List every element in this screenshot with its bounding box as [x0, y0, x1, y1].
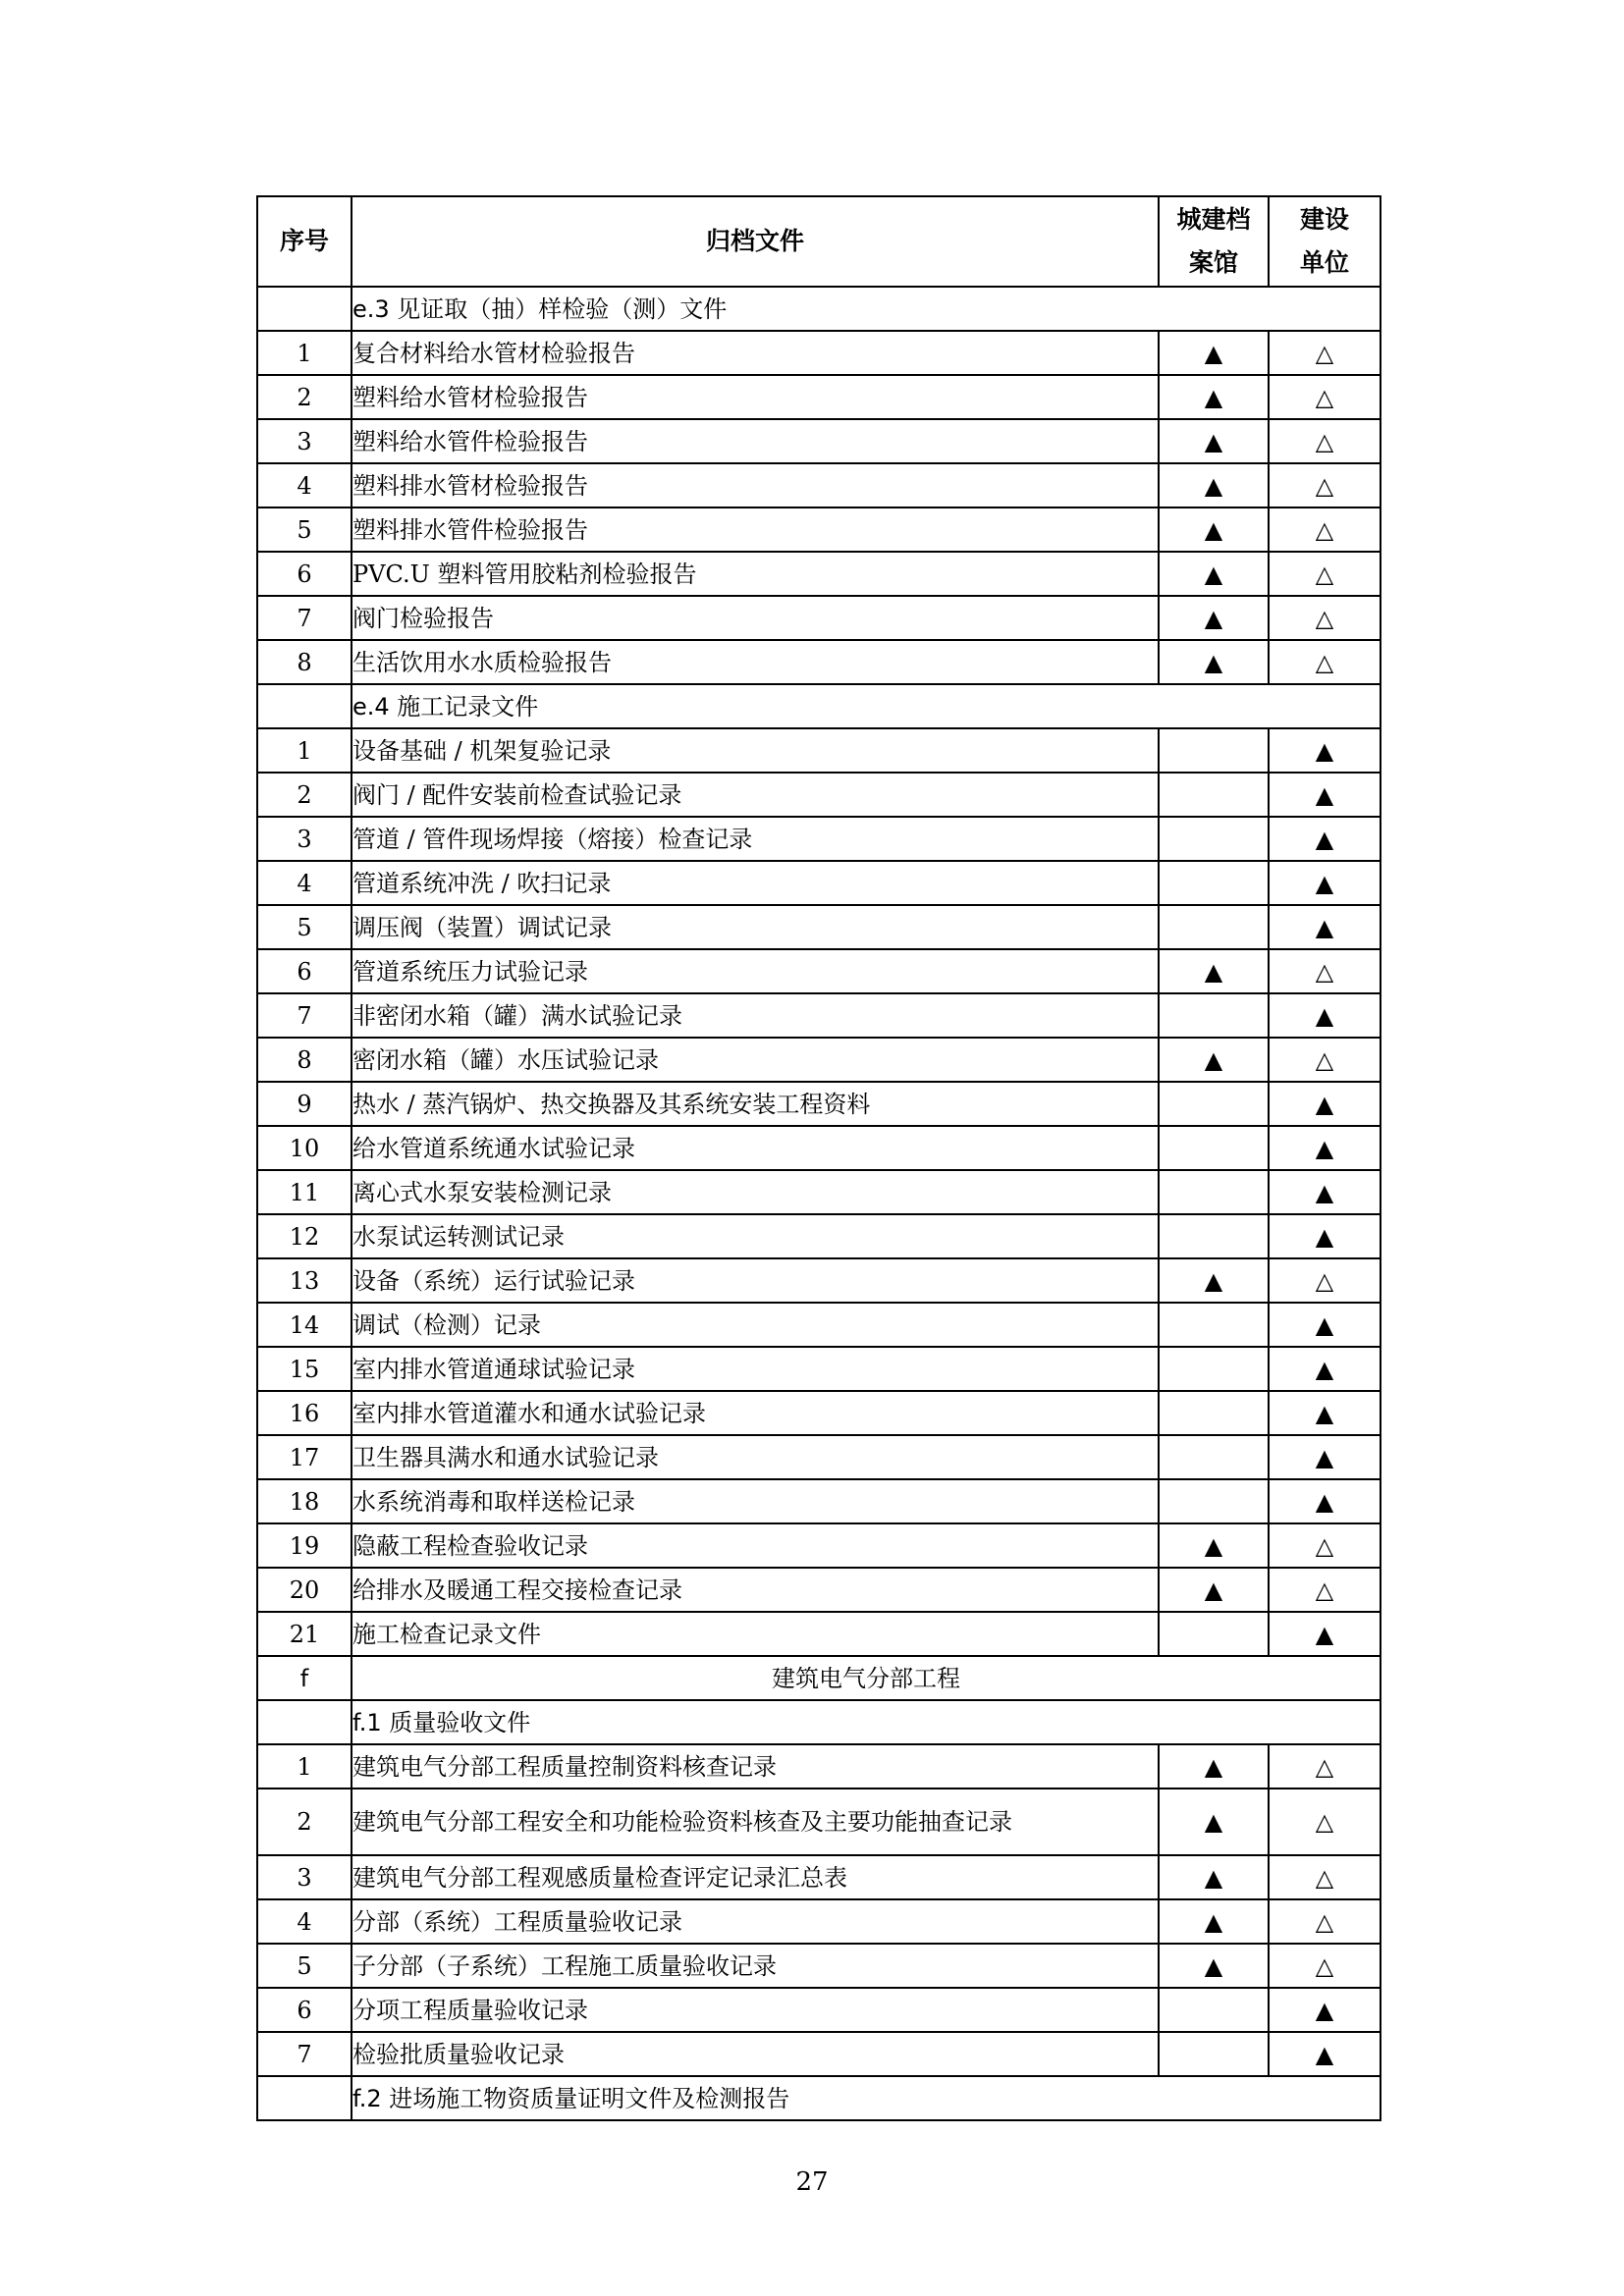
row-seq: 3 — [257, 1855, 352, 1899]
row-city-archive-mark: ▲ — [1159, 1568, 1269, 1612]
row-document-title: 给排水及暖通工程交接检查记录 — [352, 1568, 1159, 1612]
row-builder-mark: ▲ — [1269, 773, 1380, 817]
header-city-archive-line2: 案馆 — [1188, 248, 1238, 277]
row-builder-mark: ▲ — [1269, 993, 1380, 1038]
row-seq: 4 — [257, 463, 352, 507]
row-city-archive-mark — [1159, 1126, 1269, 1170]
table-row — [257, 1170, 1380, 1214]
row-builder-mark: ▲ — [1269, 1214, 1380, 1258]
row-document-title: 施工检查记录文件 — [352, 1612, 1159, 1656]
row-seq: 4 — [257, 861, 352, 905]
section-seq-cell — [257, 1700, 352, 1744]
row-seq: 2 — [257, 1789, 352, 1855]
header-builder — [1269, 196, 1380, 287]
row-builder-mark: ▲ — [1269, 1435, 1380, 1479]
table-row — [257, 1479, 1380, 1523]
table-row — [257, 1258, 1380, 1303]
row-document-title: 调压阀（装置）调试记录 — [352, 905, 1159, 949]
row-seq: 17 — [257, 1435, 352, 1479]
row-builder-mark: ▲ — [1269, 817, 1380, 861]
row-document-title: 塑料排水管材检验报告 — [352, 463, 1159, 507]
table-row — [257, 1988, 1380, 2032]
row-seq: 2 — [257, 773, 352, 817]
row-document-title: 离心式水泵安装检测记录 — [352, 1170, 1159, 1214]
table-row — [257, 375, 1380, 419]
row-seq: 4 — [257, 1899, 352, 1944]
section-seq-cell — [257, 2076, 352, 2120]
row-builder-mark: △ — [1269, 949, 1380, 993]
row-builder-mark: △ — [1269, 375, 1380, 419]
row-seq: 6 — [257, 552, 352, 596]
row-builder-mark: ▲ — [1269, 1612, 1380, 1656]
row-builder-mark: △ — [1269, 1899, 1380, 1944]
row-city-archive-mark: ▲ — [1159, 552, 1269, 596]
row-city-archive-mark: ▲ — [1159, 1038, 1269, 1082]
row-document-title: 建筑电气分部工程观感质量检查评定记录汇总表 — [352, 1855, 1159, 1899]
table-row — [257, 463, 1380, 507]
row-seq: 5 — [257, 1944, 352, 1988]
row-builder-mark: ▲ — [1269, 1170, 1380, 1214]
row-document-title: 塑料给水管件检验报告 — [352, 419, 1159, 463]
table-header-row — [257, 196, 1380, 287]
row-document-title: 水系统消毒和取样送检记录 — [352, 1479, 1159, 1523]
header-document: 归档文件 — [352, 196, 1159, 287]
row-city-archive-mark — [1159, 1214, 1269, 1258]
row-city-archive-mark: ▲ — [1159, 1744, 1269, 1789]
table-row — [257, 507, 1380, 552]
table-row — [257, 993, 1380, 1038]
row-city-archive-mark — [1159, 728, 1269, 773]
row-document-title: 调试（检测）记录 — [352, 1303, 1159, 1347]
header-city-archive — [1159, 196, 1269, 287]
row-builder-mark: ▲ — [1269, 905, 1380, 949]
row-city-archive-mark — [1159, 1479, 1269, 1523]
row-city-archive-mark: ▲ — [1159, 596, 1269, 640]
row-seq: 9 — [257, 1082, 352, 1126]
row-city-archive-mark — [1159, 1612, 1269, 1656]
row-builder-mark: ▲ — [1269, 1479, 1380, 1523]
row-city-archive-mark — [1159, 773, 1269, 817]
row-city-archive-mark: ▲ — [1159, 331, 1269, 375]
section-seq-cell — [257, 684, 352, 728]
row-builder-mark: △ — [1269, 1855, 1380, 1899]
table-row — [257, 1523, 1380, 1568]
row-city-archive-mark — [1159, 861, 1269, 905]
row-document-title: 设备（系统）运行试验记录 — [352, 1258, 1159, 1303]
row-seq: 16 — [257, 1391, 352, 1435]
row-document-title: 管道系统冲洗 / 吹扫记录 — [352, 861, 1159, 905]
section-row — [257, 287, 1380, 331]
row-city-archive-mark: ▲ — [1159, 1899, 1269, 1944]
row-city-archive-mark — [1159, 1170, 1269, 1214]
row-document-title: 阀门检验报告 — [352, 596, 1159, 640]
row-document-title: 给水管道系统通水试验记录 — [352, 1126, 1159, 1170]
header-builder-line2: 单位 — [1299, 248, 1349, 277]
row-seq: 3 — [257, 419, 352, 463]
row-document-title: 密闭水箱（罐）水压试验记录 — [352, 1038, 1159, 1082]
row-seq: 10 — [257, 1126, 352, 1170]
row-city-archive-mark: ▲ — [1159, 949, 1269, 993]
table-row — [257, 2032, 1380, 2076]
row-city-archive-mark: ▲ — [1159, 1855, 1269, 1899]
section-row — [257, 684, 1380, 728]
row-seq: 6 — [257, 949, 352, 993]
row-document-title: 分部（系统）工程质量验收记录 — [352, 1899, 1159, 1944]
row-seq: 7 — [257, 2032, 352, 2076]
row-seq: 1 — [257, 331, 352, 375]
row-document-title: 室内排水管道灌水和通水试验记录 — [352, 1391, 1159, 1435]
row-builder-mark: △ — [1269, 1523, 1380, 1568]
table-row — [257, 1944, 1380, 1988]
table-row — [257, 817, 1380, 861]
table-row — [257, 1568, 1380, 1612]
row-city-archive-mark — [1159, 1082, 1269, 1126]
section-title: f.2 进场施工物资质量证明文件及检测报告 — [352, 2076, 1380, 2120]
section-title: f.1 质量验收文件 — [352, 1700, 1380, 1744]
row-city-archive-mark — [1159, 1988, 1269, 2032]
row-city-archive-mark — [1159, 1391, 1269, 1435]
table-row — [257, 773, 1380, 817]
row-builder-mark: △ — [1269, 1744, 1380, 1789]
row-document-title: 管道 / 管件现场焊接（熔接）检查记录 — [352, 817, 1159, 861]
row-document-title: 建筑电气分部工程安全和功能检验资料核查及主要功能抽查记录 — [352, 1789, 1159, 1855]
row-city-archive-mark — [1159, 817, 1269, 861]
row-document-title: 子分部（子系统）工程施工质量验收记录 — [352, 1944, 1159, 1988]
row-seq: 5 — [257, 905, 352, 949]
table-row — [257, 861, 1380, 905]
row-city-archive-mark — [1159, 905, 1269, 949]
row-city-archive-mark: ▲ — [1159, 1944, 1269, 1988]
row-seq: 8 — [257, 1038, 352, 1082]
row-builder-mark: △ — [1269, 1944, 1380, 1988]
row-builder-mark: △ — [1269, 419, 1380, 463]
row-seq: 8 — [257, 640, 352, 684]
archive-document-table — [256, 195, 1381, 2121]
row-city-archive-mark: ▲ — [1159, 507, 1269, 552]
row-seq: 1 — [257, 728, 352, 773]
header-builder-line1: 建设 — [1299, 205, 1349, 234]
row-document-title: 卫生器具满水和通水试验记录 — [352, 1435, 1159, 1479]
row-seq: 7 — [257, 993, 352, 1038]
row-document-title: 建筑电气分部工程质量控制资料核查记录 — [352, 1744, 1159, 1789]
table-row — [257, 640, 1380, 684]
table-row — [257, 1612, 1380, 1656]
row-city-archive-mark — [1159, 1435, 1269, 1479]
row-document-title: 管道系统压力试验记录 — [352, 949, 1159, 993]
row-builder-mark: ▲ — [1269, 2032, 1380, 2076]
table-row — [257, 1789, 1380, 1855]
table-row — [257, 1391, 1380, 1435]
part-row — [257, 1656, 1380, 1700]
row-builder-mark: △ — [1269, 463, 1380, 507]
section-seq-cell — [257, 287, 352, 331]
row-document-title: PVC.U 塑料管用胶粘剂检验报告 — [352, 552, 1159, 596]
row-seq: 14 — [257, 1303, 352, 1347]
row-seq: 1 — [257, 1744, 352, 1789]
row-builder-mark: △ — [1269, 596, 1380, 640]
table-row — [257, 905, 1380, 949]
row-builder-mark: ▲ — [1269, 1303, 1380, 1347]
row-document-title: 热水 / 蒸汽锅炉、热交换器及其系统安装工程资料 — [352, 1082, 1159, 1126]
row-seq: 15 — [257, 1347, 352, 1391]
row-city-archive-mark — [1159, 1347, 1269, 1391]
table-row — [257, 331, 1380, 375]
row-builder-mark: △ — [1269, 1258, 1380, 1303]
table-row — [257, 1855, 1380, 1899]
row-document-title: 水泵试运转测试记录 — [352, 1214, 1159, 1258]
row-builder-mark: ▲ — [1269, 1347, 1380, 1391]
section-row — [257, 1700, 1380, 1744]
row-seq: 19 — [257, 1523, 352, 1568]
row-builder-mark: ▲ — [1269, 1391, 1380, 1435]
section-title: e.4 施工记录文件 — [352, 684, 1380, 728]
row-builder-mark: ▲ — [1269, 728, 1380, 773]
table-row — [257, 1347, 1380, 1391]
row-document-title: 隐蔽工程检查验收记录 — [352, 1523, 1159, 1568]
table-row — [257, 1303, 1380, 1347]
table-row — [257, 419, 1380, 463]
table-row — [257, 949, 1380, 993]
row-seq: 18 — [257, 1479, 352, 1523]
part-title: 建筑电气分部工程 — [352, 1656, 1380, 1700]
row-city-archive-mark: ▲ — [1159, 375, 1269, 419]
table-row — [257, 1744, 1380, 1789]
row-city-archive-mark — [1159, 993, 1269, 1038]
table-row — [257, 1435, 1380, 1479]
page-number: 27 — [795, 2167, 829, 2197]
section-title: e.3 见证取（抽）样检验（测）文件 — [352, 287, 1380, 331]
row-seq: 11 — [257, 1170, 352, 1214]
row-city-archive-mark: ▲ — [1159, 419, 1269, 463]
row-city-archive-mark: ▲ — [1159, 463, 1269, 507]
row-builder-mark: △ — [1269, 507, 1380, 552]
row-document-title: 分项工程质量验收记录 — [352, 1988, 1159, 2032]
row-builder-mark: ▲ — [1269, 1126, 1380, 1170]
row-seq: 3 — [257, 817, 352, 861]
row-city-archive-mark: ▲ — [1159, 1789, 1269, 1855]
row-city-archive-mark: ▲ — [1159, 640, 1269, 684]
row-seq: 6 — [257, 1988, 352, 2032]
row-document-title: 设备基础 / 机架复验记录 — [352, 728, 1159, 773]
row-document-title: 室内排水管道通球试验记录 — [352, 1347, 1159, 1391]
table-row — [257, 728, 1380, 773]
row-seq: 20 — [257, 1568, 352, 1612]
row-builder-mark: △ — [1269, 1789, 1380, 1855]
section-row — [257, 2076, 1380, 2120]
row-builder-mark: ▲ — [1269, 1988, 1380, 2032]
row-builder-mark: ▲ — [1269, 861, 1380, 905]
header-city-archive-line1: 城建档 — [1176, 205, 1251, 234]
row-document-title: 阀门 / 配件安装前检查试验记录 — [352, 773, 1159, 817]
row-seq: 7 — [257, 596, 352, 640]
row-builder-mark: △ — [1269, 552, 1380, 596]
row-seq: 12 — [257, 1214, 352, 1258]
table-row — [257, 596, 1380, 640]
table-body — [257, 287, 1380, 2120]
table-row — [257, 552, 1380, 596]
row-document-title: 塑料排水管件检验报告 — [352, 507, 1159, 552]
row-builder-mark: ▲ — [1269, 1082, 1380, 1126]
table-row — [257, 1214, 1380, 1258]
row-document-title: 非密闭水箱（罐）满水试验记录 — [352, 993, 1159, 1038]
row-seq: 13 — [257, 1258, 352, 1303]
row-document-title: 生活饮用水水质检验报告 — [352, 640, 1159, 684]
row-city-archive-mark: ▲ — [1159, 1523, 1269, 1568]
table-row — [257, 1082, 1380, 1126]
row-city-archive-mark — [1159, 2032, 1269, 2076]
row-city-archive-mark — [1159, 1303, 1269, 1347]
table-row — [257, 1038, 1380, 1082]
row-builder-mark: △ — [1269, 1038, 1380, 1082]
table-row — [257, 1899, 1380, 1944]
row-city-archive-mark: ▲ — [1159, 1258, 1269, 1303]
row-builder-mark: △ — [1269, 331, 1380, 375]
row-seq: 5 — [257, 507, 352, 552]
header-seq: 序号 — [257, 196, 352, 287]
row-document-title: 塑料给水管材检验报告 — [352, 375, 1159, 419]
row-builder-mark: △ — [1269, 640, 1380, 684]
row-document-title: 检验批质量验收记录 — [352, 2032, 1159, 2076]
row-document-title: 复合材料给水管材检验报告 — [352, 331, 1159, 375]
part-code: f — [257, 1656, 352, 1700]
row-seq: 21 — [257, 1612, 352, 1656]
row-builder-mark: △ — [1269, 1568, 1380, 1612]
table-row — [257, 1126, 1380, 1170]
row-seq: 2 — [257, 375, 352, 419]
